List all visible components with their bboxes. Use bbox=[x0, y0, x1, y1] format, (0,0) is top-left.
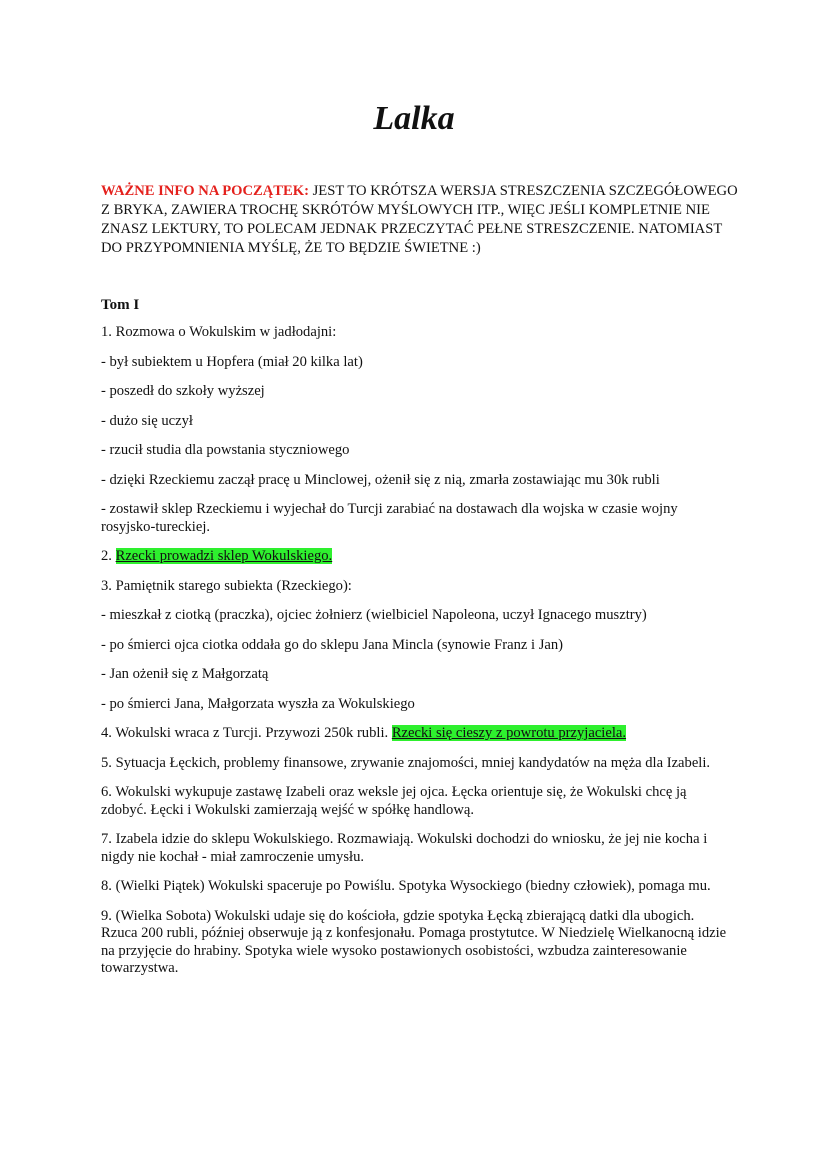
list-item: - rzucił studia dla powstania styczniowego bbox=[101, 442, 350, 458]
list-item: - po śmierci Jana, Małgorzata wyszła za Wokulskiego bbox=[101, 695, 415, 712]
section-title: Tom I bbox=[101, 297, 140, 313]
list-item bbox=[101, 548, 731, 566]
list-item: - Jan ożenił się z Małgorzatą bbox=[101, 666, 269, 682]
highlighted-text: Rzecki prowadzi sklep Wokulskiego. bbox=[115, 548, 333, 564]
list-item: - poszedł do szkoły wyższej bbox=[101, 383, 265, 399]
item-number: 2. bbox=[101, 548, 116, 564]
list-item: 6. Wokulski wykupuje zastawę Izabeli oraz weksle jej ojca. Łęcka orientuje się, że Wokulski chcę ją zdobyć. Łęcki i Wokulski zamierzają wejść w spółkę handlową. bbox=[101, 784, 687, 818]
list-item: - był subiektem u Hopfera (miał 20 kilka lat) bbox=[101, 353, 363, 370]
list-item: 3. Pamiętnik starego subiekta (Rzeckiego): bbox=[101, 577, 352, 594]
intro-text: JEST TO KRÓTSZA WERSJA STRESZCZENIA SZCZEGÓŁOWEGO Z BRYKA, ZAWIERA TROCHĘ SKRÓTÓW MYŚLOWYCH ITP., WIĘC JEŚLI KOMPLETNIE NIE ZNASZ LEKTURY, TO POLECAM JEDNAK PRZECZYTAĆ PEŁNE STRESZCZENIE. NATOMIAST DO PRZYPOMNIENIA MYŚLĘ, ŻE TO BĘDZIE ŚWIETNE :) bbox=[101, 183, 738, 256]
list-item: 8. (Wielki Piątek) Wokulski spaceruje po Powiślu. Spotyka Wysockiego (biedny człowiek), pomaga mu. bbox=[101, 878, 711, 894]
list-item: - zostawił sklep Rzeckiemu i wyjechał do Turcji zarabiać na dostawach dla wojska w czasie wojny rosyjsko-tureckiej. bbox=[101, 501, 678, 535]
list-item: - dużo się uczył bbox=[101, 412, 193, 429]
list-item bbox=[101, 725, 731, 743]
list-item: 1. Rozmowa o Wokulskim w jadłodajni: bbox=[101, 324, 337, 340]
intro-warning-label: WAŻNE INFO NA POCZĄTEK: bbox=[101, 183, 309, 199]
item-text: 4. Wokulski wraca z Turcji. Przywozi 250k rubli. bbox=[101, 725, 392, 741]
list-item: - dzięki Rzeckiemu zaczął pracę u Minclowej, ożenił się z nią, zmarła zostawiając mu 30k rubli bbox=[101, 471, 660, 488]
document-title: Lalka bbox=[373, 100, 455, 137]
list-item: - po śmierci ojca ciotka oddała go do sklepu Jana Mincla (synowie Franz i Jan) bbox=[101, 636, 564, 653]
highlighted-text: Rzecki się cieszy z powrotu przyjaciela. bbox=[391, 725, 627, 741]
summary-content bbox=[101, 296, 731, 990]
list-item: 7. Izabela idzie do sklepu Wokulskiego. Rozmawiają. Wokulski dochodzi do wniosku, że jej nie kocha i nigdy nie kochał - miał zamroczenie umysłu. bbox=[101, 831, 708, 865]
list-item: - mieszkał z ciotką (praczka), ojciec żołnierz (wielbiciel Napoleona, uczył Ignacego musztry) bbox=[101, 607, 647, 623]
list-item: 5. Sytuacja Łęckich, problemy finansowe, zrywanie znajomości, mniej kandydatów na męża dla Izabeli. bbox=[101, 754, 711, 771]
intro-note bbox=[101, 182, 741, 258]
list-item: 9. (Wielka Sobota) Wokulski udaje się do kościoła, gdzie spotyka Łęcką zbierającą datki dla ubogich. Rzuca 200 rubli, później obserwuje ją z konfesjonału. Pomaga prostytutce. W Niedzielę Wielkanocną idzie na przyjęcie do hrabiny. Spotyka wiele wysoko postawionych osobistości, wzbudza zainteresowanie towarzystwa. bbox=[101, 907, 727, 976]
